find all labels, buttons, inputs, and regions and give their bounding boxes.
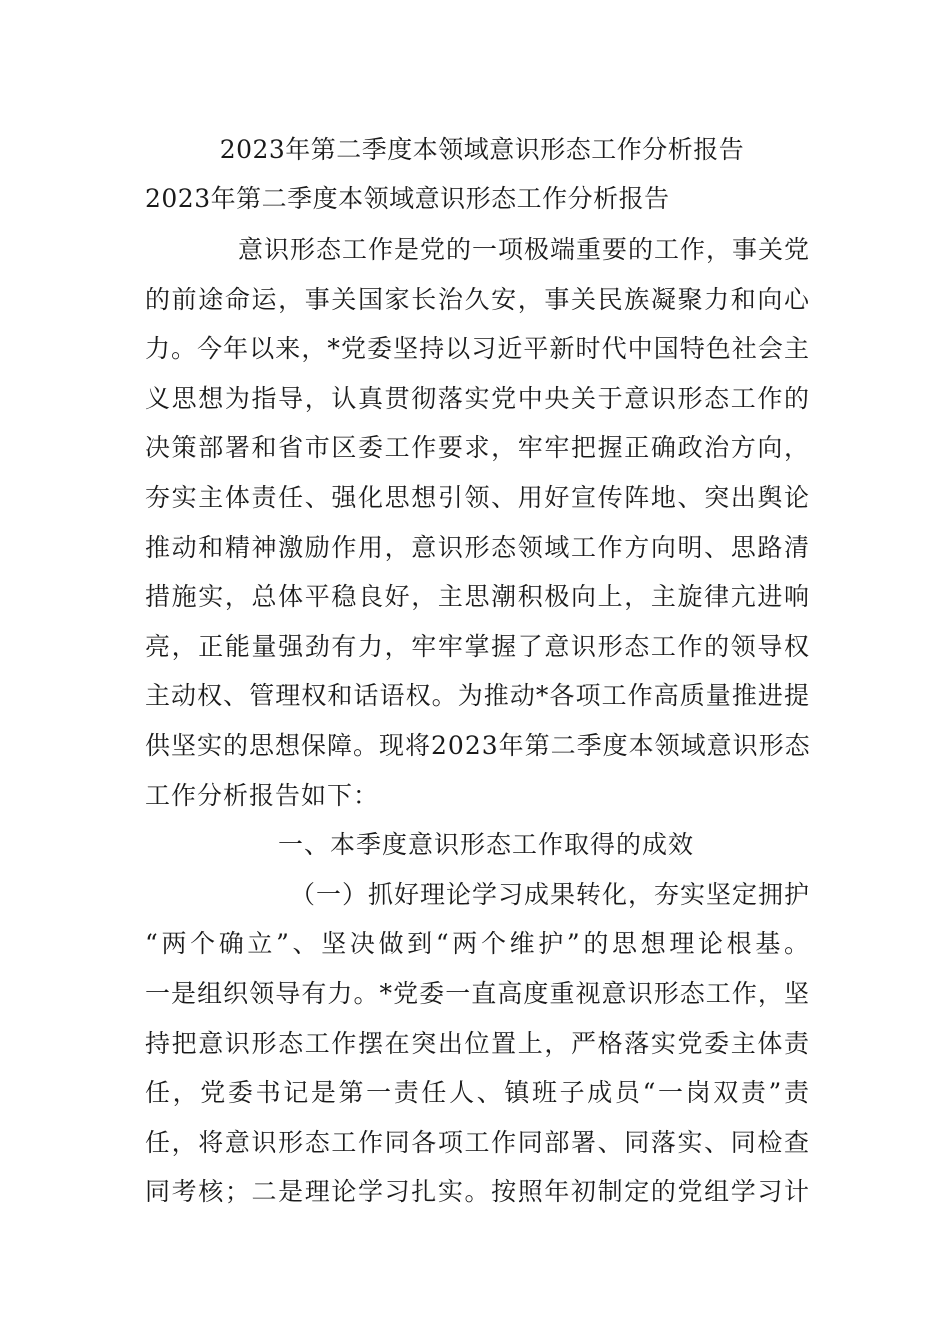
paragraph-line: 任，将意识形态工作同各项工作同部署、同落实、同检查 [145,1127,810,1157]
paragraph-line: 一是组织领导有力。*党委一直高度重视意识形态工作，坚 [145,978,810,1008]
paragraph-line: （一）抓好理论学习成果转化，夯实坚定拥护 [290,879,811,909]
paragraph-line: 推动和精神激励作用，意识形态领域工作方向明、思路清 [145,532,810,562]
paragraph-line: “两个确立”、坚决做到“两个维护”的思想理论根基。 [145,929,810,959]
paragraph-line: 工作分析报告如下： [145,780,380,810]
paragraph-line: 同考核；二是理论学习扎实。按照年初制定的党组学习计 [145,1177,810,1207]
paragraph-line: 的前途命运，事关国家长治久安，事关民族凝聚力和向心 [145,284,810,314]
paragraph-line: 意识形态工作是党的一项极端重要的工作，事关党 [238,235,811,264]
paragraph-line: 义思想为指导，认真贯彻落实党中央关于意识形态工作的 [145,383,810,413]
document-subtitle: 2023年第二季度本领域意识形态工作分析报告 [145,184,670,213]
paragraph-line: 任，党委书记是第一责任人、镇班子成员“一岗双责”责 [145,1078,810,1108]
paragraph-line: 夯实主体责任、强化思想引领、用好宣传阵地、突出舆论 [145,482,810,512]
paragraph-line: 持把意识形态工作摆在突出位置上，严格落实党委主体责 [145,1028,810,1058]
section-heading: 一、本季度意识形态工作取得的成效 [278,830,695,860]
document-body [145,233,810,1225]
paragraph-line: 亮，正能量强劲有力，牢牢掌握了意识形态工作的领导权 [145,631,810,661]
paragraph-line: 决策部署和省市区委工作要求，牢牢把握正确政治方向， [145,433,810,463]
paragraph-line: 力。今年以来，*党委坚持以习近平新时代中国特色社会主 [145,334,810,364]
paragraph-line: 供坚实的思想保障。现将2023年第二季度本领域意识形态 [145,730,811,760]
paragraph-line: 主动权、管理权和话语权。为推动*各项工作高质量推进提 [145,681,810,711]
paragraph-line: 措施实，总体平稳良好，主思潮积极向上，主旋律亢进响 [145,582,810,612]
document-title: 2023年第二季度本领域意识形态工作分析报告 [219,135,745,164]
